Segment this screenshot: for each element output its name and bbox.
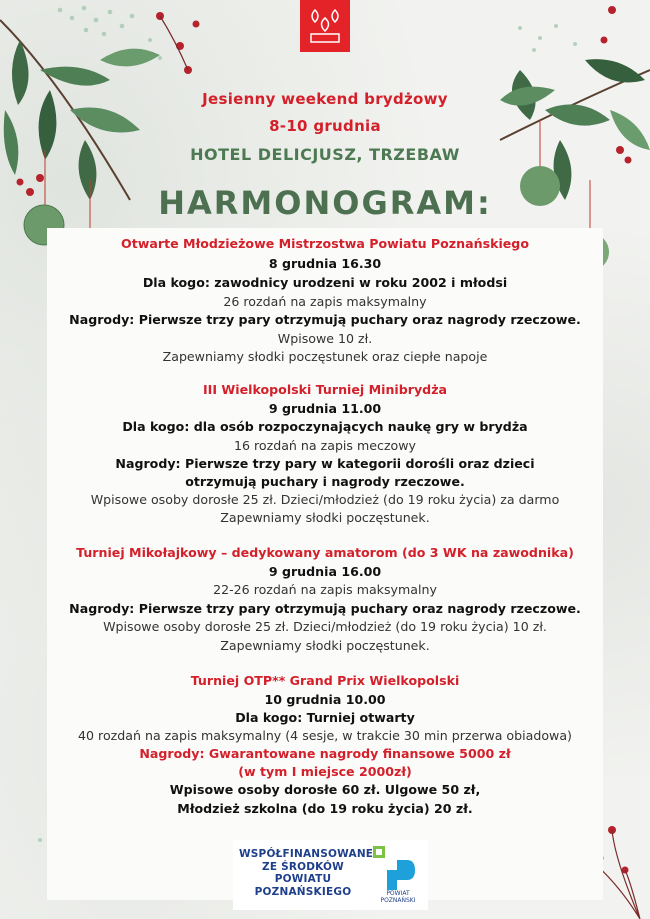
event-1-deals: 26 rozdań na zapis maksymalny <box>223 294 427 309</box>
cofinancing-line-1: WSPÓŁFINANSOWANE <box>239 848 374 860</box>
event-3-date: 9 grudnia 16.00 <box>268 564 382 579</box>
event-4-prizes-line-2: (w tym I miejsce 2000zł) <box>238 764 412 779</box>
event-3-fee: Wpisowe osoby dorosłe 25 zł. Dzieci/młodzież (do 19 roku życia) 10 zł. <box>103 619 547 634</box>
event-1-who: Dla kogo: zawodnicy urodzeni w roku 2002 i młodsi <box>142 275 508 290</box>
cofinancing-line-2: ZE ŚRODKÓW <box>262 860 344 873</box>
card-suits-logo-icon <box>300 0 350 52</box>
powiat-caption-line-1: POWIAT <box>386 890 410 897</box>
event-1-date: 8 grudnia 16.30 <box>268 256 382 271</box>
powiat-caption-line-2: POZNAŃSKI <box>380 897 416 904</box>
event-3-extra: Zapewniamy słodki poczęstunek. <box>220 638 430 653</box>
event-3-name: Turniej Mikołajkowy – dedykowany amatorom (do 3 WK na zawodnika) <box>76 545 574 560</box>
event-weekend-title: Jesienny weekend brydżowy <box>202 90 448 108</box>
event-2-prizes-line-1: Nagrody: Pierwsze trzy pary w kategorii dorośli oraz dzieci <box>115 456 535 471</box>
holly-branch-icon <box>0 20 160 200</box>
event-2-deals: 16 rozdań na zapis meczowy <box>233 438 417 453</box>
cofinancing-text <box>239 848 374 898</box>
event-2-name: III Wielkopolski Turniej Minibrydża <box>202 382 448 397</box>
event-4-date: 10 grudnia 10.00 <box>264 692 386 707</box>
event-3-deals: 22-26 rozdań na zapis maksymalny <box>213 582 437 597</box>
powiat-logo-caption <box>373 890 423 904</box>
cofinancing-box <box>233 840 428 910</box>
powiat-logo-icon <box>371 846 421 890</box>
event-2-who: Dla kogo: dla osób rozpoczynających naukę gry w brydża <box>122 419 528 434</box>
venue-name: HOTEL DELICJUSZ, TRZEBAW <box>190 145 460 164</box>
event-2-date: 9 grudnia 11.00 <box>268 401 382 416</box>
event-2-prizes-line-2: otrzymują puchary i nagrody rzeczowe. <box>185 474 465 489</box>
event-4-deals: 40 rozdań na zapis maksymalny (4 sesje, w trakcie 30 min przerwa obiadowa) <box>78 728 572 743</box>
event-4-name: Turniej OTP** Grand Prix Wielkopolski <box>190 673 460 688</box>
event-4-fee-line-2: Młodzież szkolna (do 19 roku życia) 20 zł. <box>177 801 473 816</box>
event-2-fee: Wpisowe osoby dorosłe 25 zł. Dzieci/młodzież (do 19 roku życia) za darmo <box>90 492 560 507</box>
page-title: HARMONOGRAM: <box>158 184 492 222</box>
event-1-fee: Wpisowe 10 zł. <box>277 331 373 346</box>
event-1-extra: Zapewniamy słodki poczęstunek oraz ciepłe napoje <box>162 349 488 364</box>
event-4-who: Dla kogo: Turniej otwarty <box>235 710 415 725</box>
event-2-extra: Zapewniamy słodki poczęstunek. <box>220 510 430 525</box>
event-1-name: Otwarte Młodzieżowe Mistrzostwa Powiatu Poznańskiego <box>121 236 529 251</box>
event-3-prizes: Nagrody: Pierwsze trzy pary otrzymują puchary oraz nagrody rzeczowe. <box>69 601 581 616</box>
event-4-prizes-line-1: Nagrody: Gwarantowane nagrody finansowe 5000 zł <box>139 746 511 761</box>
event-dates: 8-10 grudnia <box>269 117 381 135</box>
cofinancing-line-4: POZNAŃSKIEGO <box>254 885 352 898</box>
event-4-fee-line-1: Wpisowe osoby dorosłe 60 zł. Ulgowe 50 zł, <box>169 782 481 797</box>
cofinancing-line-3: POWIATU <box>274 873 332 885</box>
event-1-prizes: Nagrody: Pierwsze trzy pary otrzymują puchary oraz nagrody rzeczowe. <box>69 312 581 327</box>
